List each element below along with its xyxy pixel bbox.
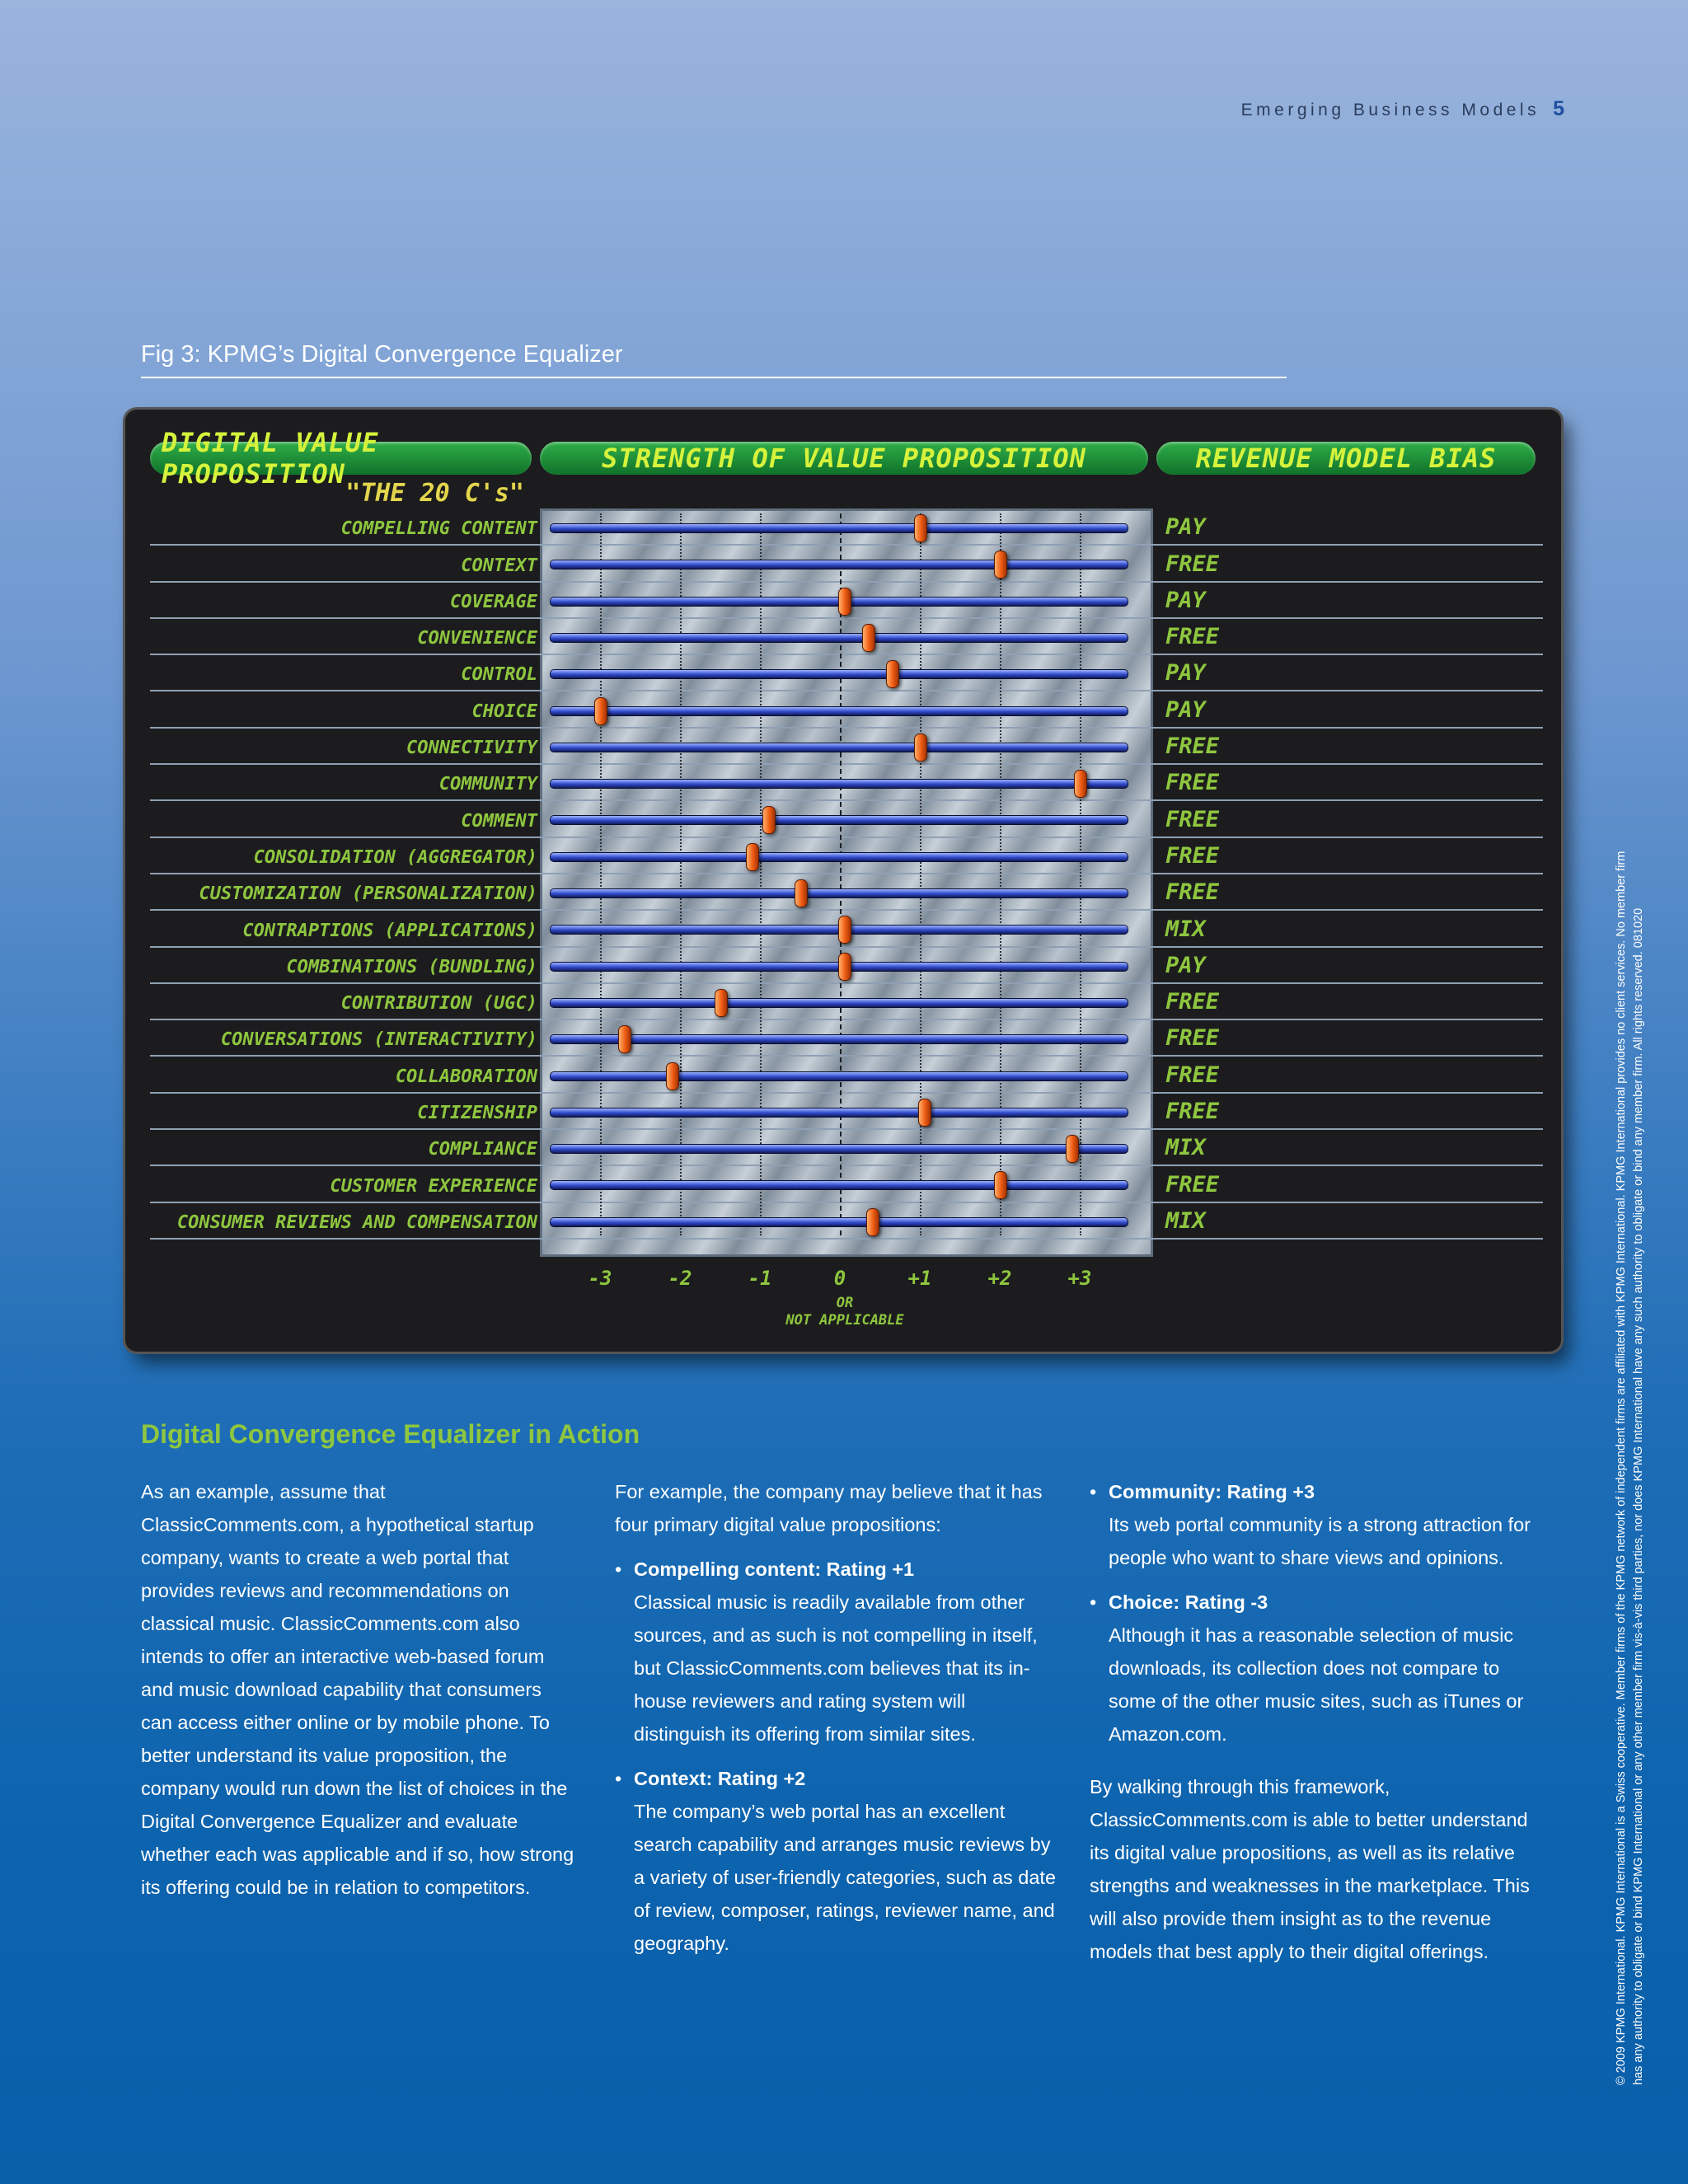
slider-knob[interactable] xyxy=(866,1208,879,1236)
legal-line-1: © 2009 KPMG International. KPMG International is a Swiss cooperative. Member firms of the KPMG network of independent firms are affiliated with KPMG International. KPMG International provides no client services. No member firm xyxy=(1615,851,1628,2085)
slider-track xyxy=(550,998,1128,1008)
bullet-text: Classical music is readily available from other sources, and as such is not compelling in itself, but ClassicComments.com believes that its in-house reviewers and rating system will distinguish its offering from similar sites. xyxy=(634,1591,1038,1745)
revenue-bias-label: FREE xyxy=(1165,989,1220,1015)
scale-tick-label: +1 xyxy=(907,1267,932,1290)
slider-knob[interactable] xyxy=(914,733,927,762)
body-intro: For example, the company may believe that it has four primary digital value propositions: xyxy=(615,1481,1043,1535)
value-proposition-label: COMMUNITY xyxy=(438,774,537,795)
value-proposition-label: CONNECTIVITY xyxy=(406,738,537,759)
scale-tick-label: -1 xyxy=(748,1267,772,1290)
value-proposition-label: CONVERSATIONS (INTERACTIVITY) xyxy=(220,1029,537,1051)
bullet-text: The company’s web portal has an excellent search capability and arranges music reviews by a variety of user-friendly categories, such as date of review, composer, ratings, reviewer name, and geography. xyxy=(634,1801,1057,1954)
revenue-bias-label: PAY xyxy=(1165,696,1206,723)
running-head xyxy=(1241,97,1564,121)
slider-knob[interactable] xyxy=(886,660,899,688)
revenue-bias-label: FREE xyxy=(1165,551,1220,577)
body-column-2 xyxy=(615,1475,1060,1960)
revenue-bias-label: FREE xyxy=(1165,806,1220,832)
body-paragraph: As an example, assume that ClassicComments.com, a hypothetical startup company, wants to create a web portal that provides reviews and recommendations on classical music. ClassicComments.com also intends to offer an interactive web-based forum and music download capability that consumers can access either online or by mobile phone. To better understand its value proposition, the company would run down the list of choices in the Digital Convergence Equalizer and evaluate whether each was applicable and if so, how strong its offering could be in relation to competitors. xyxy=(141,1481,574,1898)
slider-knob[interactable] xyxy=(746,843,759,871)
bullet-title: • Community: Rating +3 xyxy=(1109,1481,1315,1502)
slider-knob[interactable] xyxy=(762,806,776,834)
section-heading: Digital Convergence Equalizer in Action xyxy=(141,1419,640,1449)
slider-track xyxy=(550,1108,1128,1118)
tick-guide-line xyxy=(920,513,921,1235)
scale-note xyxy=(754,1295,935,1329)
revenue-bias-label: FREE xyxy=(1165,624,1220,650)
scale-tick-label: +2 xyxy=(987,1267,1012,1290)
value-proposition-label: COMBINATIONS (BUNDLING) xyxy=(286,956,537,977)
slider-track xyxy=(550,706,1128,716)
slider-knob[interactable] xyxy=(838,588,851,616)
value-proposition-label: CONTEXT xyxy=(461,555,537,576)
value-proposition-label: CONTROL xyxy=(461,664,537,686)
scale-tick-label: -2 xyxy=(668,1267,692,1290)
heading-strength: STRENGTH OF VALUE PROPOSITION xyxy=(540,442,1148,475)
value-proposition-label: COMPLIANCE xyxy=(428,1139,537,1160)
value-proposition-label: COMMENT xyxy=(461,810,537,832)
scale-tick-label: 0 xyxy=(833,1267,846,1290)
value-proposition-label: CHOICE xyxy=(471,701,537,722)
bullet-item xyxy=(615,1762,1060,1960)
slider-track xyxy=(550,633,1128,643)
bullet-title: • Choice: Rating -3 xyxy=(1109,1591,1268,1613)
tick-guide-line xyxy=(680,513,682,1235)
revenue-bias-label: FREE xyxy=(1165,1171,1220,1197)
bullet-item xyxy=(1090,1475,1535,1574)
revenue-bias-label: FREE xyxy=(1165,1062,1220,1088)
slider-track xyxy=(550,1217,1128,1227)
body-column-1 xyxy=(141,1475,578,1904)
slider-track xyxy=(550,560,1128,569)
slider-track xyxy=(550,523,1128,533)
slider-knob[interactable] xyxy=(666,1062,679,1090)
value-proposition-label: CONTRAPTIONS (APPLICATIONS) xyxy=(242,920,537,941)
slider-knob[interactable] xyxy=(594,697,607,725)
legal-notice xyxy=(1613,585,1648,2085)
tick-guide-line xyxy=(600,513,602,1235)
slider-knob[interactable] xyxy=(862,624,875,652)
scale-tick-label: -3 xyxy=(588,1267,612,1290)
bullet-text: Its web portal community is a strong attraction for people who want to share views and opinions. xyxy=(1109,1514,1531,1568)
revenue-bias-label: FREE xyxy=(1165,1099,1220,1125)
value-proposition-label: CUSTOMER EXPERIENCE xyxy=(330,1175,537,1197)
slider-knob[interactable] xyxy=(838,916,851,944)
slider-track xyxy=(550,888,1128,898)
subtitle-20-cs: "THE 20 C's" xyxy=(345,479,524,508)
slider-knob[interactable] xyxy=(715,989,728,1017)
value-proposition-label: COLLABORATION xyxy=(395,1066,537,1087)
revenue-bias-label: FREE xyxy=(1165,733,1220,760)
value-proposition-label: COVERAGE xyxy=(450,591,537,612)
slider-knob[interactable] xyxy=(795,879,808,907)
legal-line-2: has any authority to obligate or bind KPMG International or any other member firm vis-à-vis third parties, nor does KPMG International have any such authority to obligate or bind any member firm. All rights reserved. 081020 xyxy=(1632,907,1645,2085)
tick-guide-line xyxy=(1000,513,1001,1235)
value-proposition-label: CONVENIENCE xyxy=(417,628,537,649)
revenue-bias-label: MIX xyxy=(1165,916,1206,942)
revenue-bias-label: FREE xyxy=(1165,879,1220,906)
body-column-3 xyxy=(1090,1475,1535,1968)
slider-track xyxy=(550,1180,1128,1190)
slider-knob[interactable] xyxy=(1066,1135,1079,1163)
slider-knob[interactable] xyxy=(994,1171,1007,1199)
heading-revenue-bias: REVENUE MODEL BIAS xyxy=(1156,442,1536,475)
value-proposition-label: CUSTOMIZATION (PERSONALIZATION) xyxy=(199,883,537,905)
slider-track xyxy=(550,743,1128,752)
slider-track xyxy=(550,1034,1128,1044)
body-outro: By walking through this framework, ClassicComments.com is able to better understand its digital value propositions, as well as its relative strengths and weaknesses in the marketplace. This will also provide them insight as to the revenue models that best apply to their digital offerings. xyxy=(1090,1776,1530,1962)
slider-knob[interactable] xyxy=(914,514,927,542)
equalizer-panel xyxy=(125,410,1561,1352)
slider-track xyxy=(550,779,1128,789)
revenue-bias-label: FREE xyxy=(1165,842,1220,869)
running-title: Emerging Business Models xyxy=(1240,101,1540,120)
value-proposition-label: CITIZENSHIP xyxy=(417,1103,537,1124)
slider-track xyxy=(550,852,1128,862)
value-proposition-label: CONSOLIDATION (AGGREGATOR) xyxy=(253,846,537,868)
slider-area xyxy=(550,509,1128,1240)
scale-note-or: OR xyxy=(836,1295,854,1311)
revenue-bias-label: PAY xyxy=(1165,514,1206,541)
tick-guide-line xyxy=(760,513,762,1235)
revenue-bias-label: PAY xyxy=(1165,952,1206,978)
value-proposition-label: CONTRIBUTION (UGC) xyxy=(340,993,537,1015)
revenue-bias-label: MIX xyxy=(1165,1135,1206,1161)
slider-track xyxy=(550,1071,1128,1081)
revenue-bias-label: PAY xyxy=(1165,660,1206,687)
revenue-bias-label: FREE xyxy=(1165,1025,1220,1052)
page-number: 5 xyxy=(1553,97,1564,120)
slider-track xyxy=(550,1144,1128,1154)
slider-knob[interactable] xyxy=(918,1099,931,1127)
slider-knob[interactable] xyxy=(994,551,1007,579)
tick-guide-line xyxy=(1080,513,1081,1235)
bullet-title: • Compelling content: Rating +1 xyxy=(634,1558,915,1580)
scale-tick-label: +3 xyxy=(1067,1267,1092,1290)
slider-knob[interactable] xyxy=(838,953,851,981)
rating-scale xyxy=(550,1267,1128,1329)
revenue-bias-label: PAY xyxy=(1165,587,1206,613)
slider-knob[interactable] xyxy=(618,1025,631,1053)
value-proposition-label: COMPELLING CONTENT xyxy=(340,518,537,540)
revenue-bias-label: FREE xyxy=(1165,770,1220,796)
figure-caption: Fig 3: KPMG’s Digital Convergence Equalizer xyxy=(141,341,1287,378)
scale-note-na: NOT APPLICABLE xyxy=(785,1312,904,1329)
tick-guide-line xyxy=(840,513,842,1235)
revenue-bias-label: MIX xyxy=(1165,1207,1206,1234)
slider-track xyxy=(550,669,1128,679)
bullet-text: Although it has a reasonable selection of music downloads, its collection does not compare to some of the other music sites, such as iTunes or Amazon.com. xyxy=(1109,1624,1524,1745)
bullet-item xyxy=(615,1553,1060,1750)
slider-knob[interactable] xyxy=(1074,770,1087,798)
heading-value-proposition: DIGITAL VALUE PROPOSITION xyxy=(150,442,532,475)
slider-track xyxy=(550,815,1128,825)
value-proposition-label: CONSUMER REVIEWS AND COMPENSATION xyxy=(176,1212,537,1233)
bullet-item xyxy=(1090,1586,1535,1750)
bullet-title: • Context: Rating +2 xyxy=(634,1768,806,1789)
